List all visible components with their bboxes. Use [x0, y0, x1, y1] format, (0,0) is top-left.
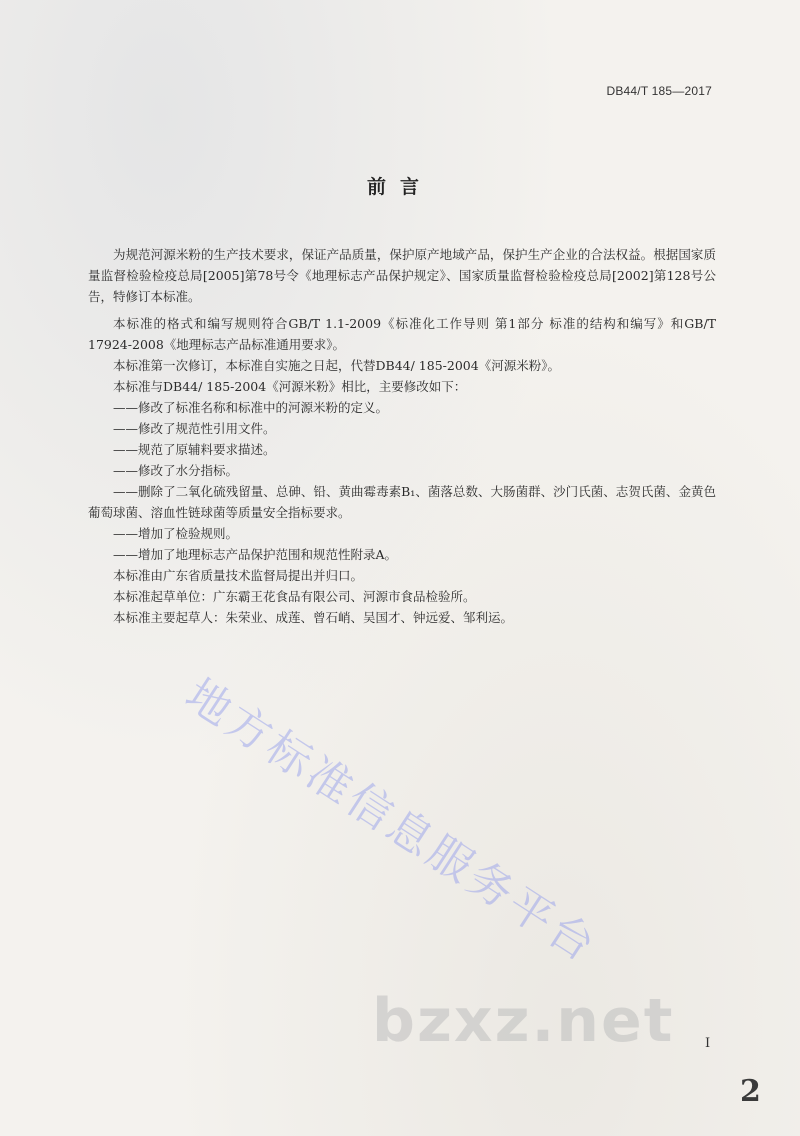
proposer-paragraph: 本标准由广东省质量技术监督局提出并归口。 [113, 568, 364, 583]
page-number: I [705, 1036, 711, 1051]
change-item: ——修改了水分指标。 [113, 463, 239, 478]
change-item: ——修改了标准名称和标准中的河源米粉的定义。 [113, 400, 389, 415]
document-body [88, 244, 716, 628]
page-title: 前言 [366, 176, 433, 198]
handwritten-page-number: 2 [740, 1074, 761, 1109]
intro-paragraph: 为规范河源米粉的生产技术要求，保证产品质量，保护原产地域产品，保护生产企业的合法权益。根据国家质量监督检验检疫总局[2005]第78号令《地理标志产品保护规定》、国家质量监督检验检疫总局[2002]第128号公告，特修订本标准。 [88, 247, 716, 304]
revision-paragraph: 本标准第一次修订，本标准自实施之日起，代替DB44/ 185-2004《河源米粉》。 [113, 358, 560, 373]
drafters-paragraph: 本标准主要起草人：朱荣业、成莲、曾石峭、吴国才、钟远爱、邹利运。 [113, 610, 514, 625]
change-item: ——增加了地理标志产品保护范围和规范性附录A。 [113, 547, 398, 562]
site-logo-watermark: bzxz.net [372, 986, 675, 1056]
change-item: ——增加了检验规则。 [113, 526, 239, 541]
standard-code: DB44/T 185—2017 [606, 84, 712, 98]
change-item: ——规范了原辅料要求描述。 [113, 442, 276, 457]
change-item: ——删除了二氧化硫残留量、总砷、铅、黄曲霉毒素B₁、菌落总数、大肠菌群、沙门氏菌、志贺氏菌、金黄色葡萄球菌、溶血性链球菌等质量安全指标要求。 [88, 484, 716, 520]
format-paragraph: 本标准的格式和编写规则符合GB/T 1.1-2009《标准化工作导则 第1部分 标准的结构和编写》和GB/T 17924-2008《地理标志产品标准通用要求》。 [88, 316, 716, 352]
changes-intro-paragraph: 本标准与DB44/ 185-2004《河源米粉》相比，主要修改如下： [113, 379, 467, 394]
change-item: ——修改了规范性引用文件。 [113, 421, 276, 436]
watermark-text: 地方标准信息服务平台 [176, 669, 607, 974]
drafting-units-paragraph: 本标准起草单位：广东霸王花食品有限公司、河源市食品检验所。 [113, 589, 476, 604]
